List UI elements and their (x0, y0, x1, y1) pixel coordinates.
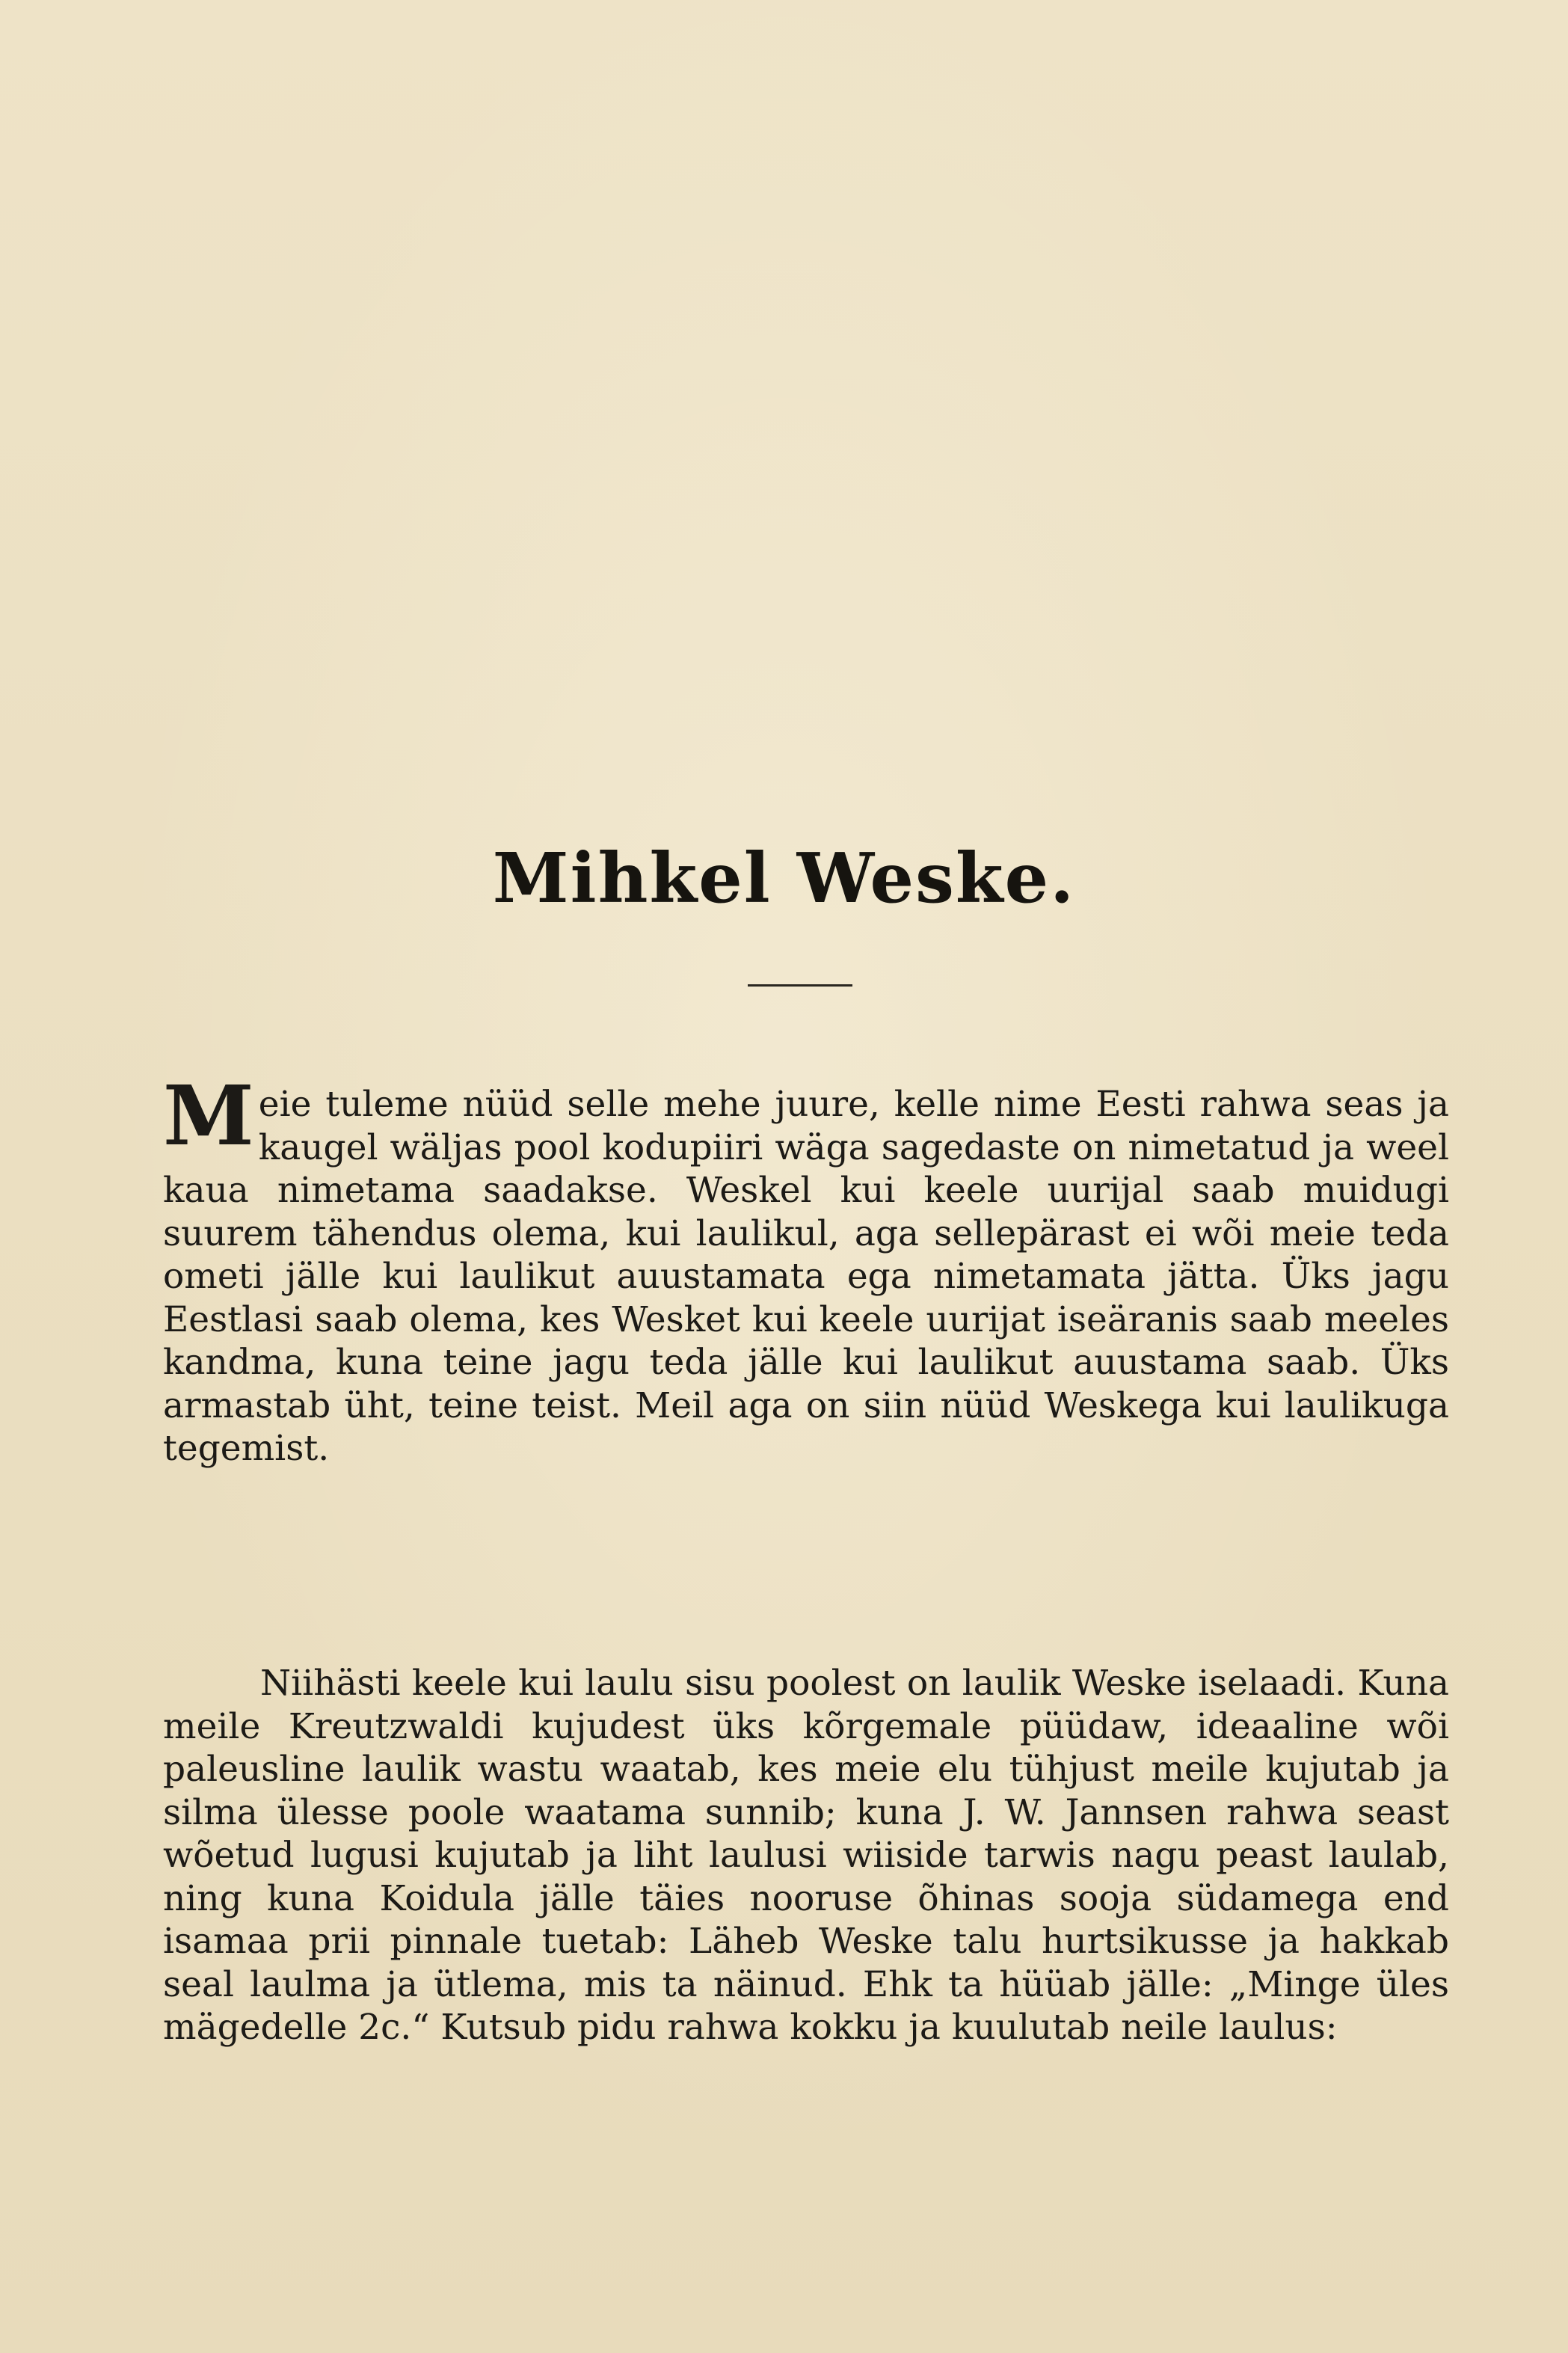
paragraph-2-block (163, 1662, 1449, 2049)
paragraph-1: Meie tuleme nüüd selle mehe juure, kelle nime Eesti rahwa seas ja kaugel wäljas pool kodupiiri wäga sagedaste on nimetatud ja weel kaua nimetama saadakse. Weskel kui keele uurijal saab muidugi suurem tähendus olema, kui laulikul, aga sellepärast ei wõi meie teda ometi jälle kui laulikut auustamata ega nimetamata jätta. Üks jagu Eestlasi saab olema, kes Wesket kui keele uurijat iseäranis saab meeles kandma, kuna teine jagu teda jälle kui laulikut auustama saab. Üks armastab üht, teine teist. Meil aga on siin nüüd Weskega kui laulikuga tegemist. (163, 1067, 1449, 1469)
paragraph-2: Niihästi keele kui laulu sisu poolest on laulik Weske iselaadi. Kuna meile Kreutzwaldi kujudest üks kõrgemale püüdaw, ideaaline wõi paleusline laulik wastu waatab, kes meie elu tühjust meile kujutab ja silma ülesse poole waatama sunnib; kuna J. W. Jannsen rahwa seast wõetud lugusi kujutab ja liht laulusi wiiside tarwis nagu peast laulab, ning kuna Koidula jälle täies nooruse õhinas sooja südamega end isamaa prii pinnale tuetab: Läheb Weske talu hurtsikusse ja hakkab seal laulma ja ütlema, mis ta näinud. Ehk ta hüüab jälle: „Minge üles mägedelle 2c.“ Kutsub pidu rahwa kokku ja kuulutab neile laulus: (163, 1663, 1449, 2048)
title-divider (748, 984, 852, 987)
chapter-title: Mihkel Weske. (492, 838, 1076, 918)
paragraph-1-block (163, 1067, 1449, 1470)
